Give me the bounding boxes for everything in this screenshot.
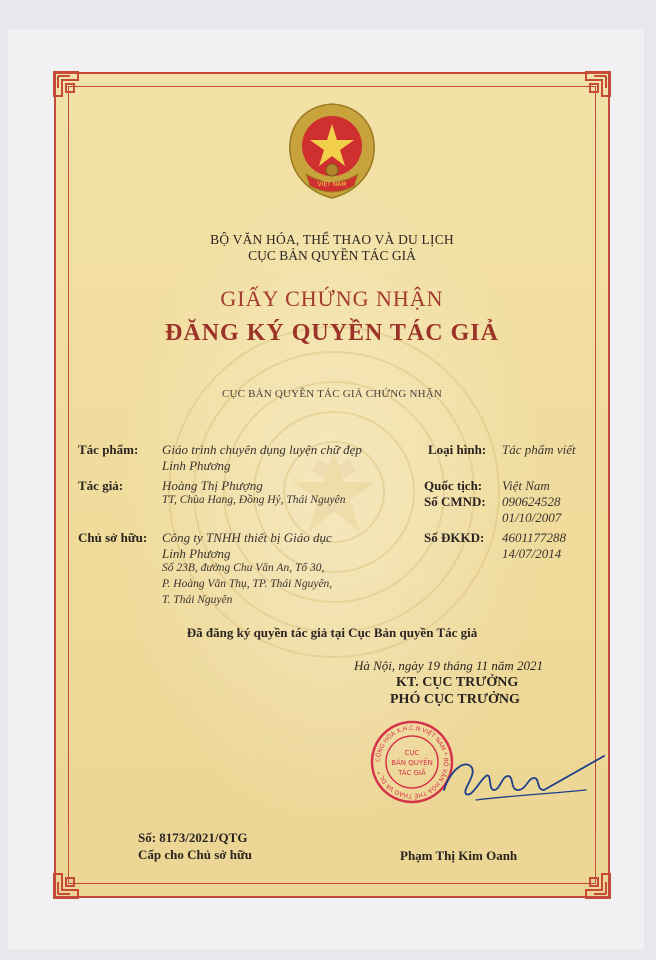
signing-date: Hà Nội, ngày 19 tháng 11 năm 2021 [354, 658, 543, 673]
bizreg-date: 14/07/2014 [502, 546, 562, 561]
type-label: Loại hình: [428, 442, 487, 457]
bizreg-label: Số ĐKKD: [424, 530, 485, 545]
emblem-ribbon-text: VIỆT NAM [317, 181, 347, 188]
author-address: TT, Chùa Hang, Đồng Hỷ, Thái Nguyên [162, 494, 346, 506]
seal-ring-text: CỘNG HÒA X.H.C.N VIỆT NAM * BỘ VĂN HÓA THỂ THAO VÀ DL * [374, 724, 450, 800]
corner-ornament-icon [572, 860, 612, 900]
ministry-name: BỘ VĂN HÓA, THỂ THAO VÀ DU LỊCH [210, 232, 454, 247]
registration-statement: Đã đăng ký quyền tác giả tại Cục Bản quyền Tác giả [186, 625, 478, 640]
owner-name-line1: Công ty TNHH thiết bị Giáo dục [162, 530, 332, 545]
owner-address-line3: T. Thái Nguyên [162, 594, 233, 606]
work-label: Tác phẩm: [78, 442, 139, 457]
corner-ornament-icon [52, 70, 92, 110]
certificate [54, 72, 610, 898]
owner-name-line2: Linh Phương [162, 546, 231, 561]
certify-statement: CỤC BẢN QUYỀN TÁC GIẢ CHỨNG NHẬN [221, 388, 443, 400]
national-emblem-icon [280, 100, 384, 206]
owner-label: Chủ sở hữu: [78, 530, 148, 545]
signer-name: Phạm Thị Kim Oanh [400, 848, 518, 863]
certificate-subtitle: ĐĂNG KÝ QUYỀN TÁC GIẢ [165, 320, 499, 346]
bizreg-value: 4601177288 [502, 530, 567, 545]
author-name: Hoàng Thị Phượng [162, 478, 263, 493]
seal-line: TÁC GIẢ [398, 769, 426, 777]
certificate-title: GIẤY CHỨNG NHẬN [220, 286, 444, 311]
signer-role-line2: PHÓ CỤC TRƯỞNG [390, 692, 520, 707]
certificate-number: Số: 8173/2021/QTG [138, 830, 248, 845]
corner-ornament-icon [572, 70, 612, 110]
id-label: Số CMND: [424, 494, 486, 509]
owner-address-line2: P. Hoàng Văn Thụ, TP. Thái Nguyên, [162, 578, 333, 590]
work-title-line1: Giáo trình chuyên dụng luyện chữ đẹp [162, 442, 362, 457]
id-issue-date: 01/10/2007 [502, 510, 562, 525]
owner-address-line1: Số 23B, đường Chu Văn An, Tổ 30, [162, 562, 325, 574]
nationality-value: Việt Nam [502, 478, 550, 493]
department-name: CỤC BẢN QUYỀN TÁC GIẢ [248, 248, 416, 263]
author-label: Tác giả: [78, 478, 124, 493]
type-value: Tác phẩm viết [502, 442, 576, 457]
seal-line: CỤC [404, 749, 420, 757]
nationality-label: Quốc tịch: [424, 478, 483, 493]
handwritten-signature-icon [436, 750, 606, 810]
signer-role-line1: KT. CỤC TRƯỞNG [396, 675, 519, 690]
issued-to: Cấp cho Chủ sở hữu [138, 847, 252, 862]
work-title-line2: Linh Phương [162, 458, 231, 473]
seal-line: BẢN QUYỀN [391, 759, 433, 767]
id-value: 090624528 [502, 494, 561, 509]
corner-ornament-icon [52, 860, 92, 900]
